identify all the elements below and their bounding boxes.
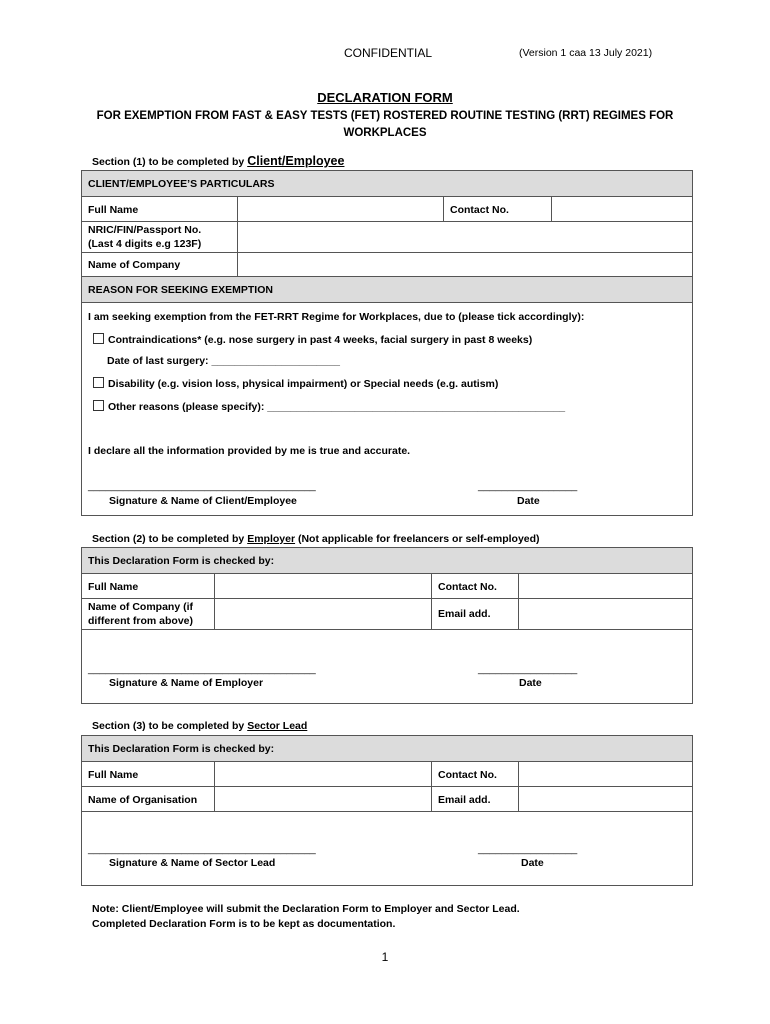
company-input[interactable] (238, 253, 692, 276)
lead-org-row (82, 787, 692, 812)
employer-full-name-label-cell (82, 574, 215, 598)
reason-header-row (82, 277, 692, 303)
employer-signature-label: Signature & Name of Employer (109, 677, 264, 689)
lead-org-label: Name of Organisation (88, 794, 198, 806)
employer-checked-row (82, 548, 692, 574)
lead-signature-line[interactable]: _______________________________________ (88, 843, 316, 855)
lead-signature-label: Signature & Name of Sector Lead (109, 857, 276, 869)
section2-label-prefix: Section (2) to be completed by (92, 533, 248, 545)
form-title: DECLARATION FORM (317, 90, 453, 105)
section2-label (92, 533, 540, 545)
lead-date-line[interactable]: _________________ (478, 843, 578, 855)
lead-email-label-cell (432, 787, 519, 811)
lead-date-label: Date (521, 857, 544, 869)
nric-row (82, 222, 692, 253)
reason-intro: I am seeking exemption from the FET-RRT Regime for Workplaces, due to (please tick accordingly): (88, 311, 585, 323)
disability-label: Disability (e.g. vision loss, physical impairment) or Special needs (e.g. autism) (108, 378, 499, 390)
form-subtitle: FOR EXEMPTION FROM FAST & EASY TESTS (FET) ROSTERED ROUTINE TESTING (RRT) REGIMES FOR WORKPLACES (96, 110, 674, 139)
section3-box (81, 735, 693, 886)
lead-full-name-input[interactable] (215, 762, 432, 786)
lead-checked-row (82, 736, 692, 762)
lead-email-label: Email add. (438, 794, 491, 806)
employer-email-label: Email add. (438, 608, 491, 620)
employer-full-name-label: Full Name (88, 581, 139, 593)
employer-contact-label: Contact No. (438, 581, 497, 593)
client-signature-label: Signature & Name of Client/Employee (109, 495, 297, 507)
nric-label-line2: (Last 4 digits e.g 123F) (88, 238, 202, 250)
employer-company-label-cell (82, 599, 215, 629)
lead-checked-by: This Declaration Form is checked by: (88, 743, 275, 755)
full-name-input[interactable] (238, 197, 444, 221)
other-reasons-label: Other reasons (please specify): ___________________________________________________ (108, 401, 566, 413)
particulars-header: CLIENT/EMPLOYEE’S PARTICULARS (88, 178, 275, 190)
employer-email-input[interactable] (519, 599, 692, 629)
note-line1: Note: Client/Employee will submit the Declaration Form to Employer and Sector Lead. (92, 903, 520, 915)
company-row (82, 253, 692, 277)
client-date-line[interactable]: _________________ (478, 480, 578, 492)
confidential-label: CONFIDENTIAL (344, 46, 433, 60)
full-name-label: Full Name (88, 204, 139, 216)
section2-role: Employer (247, 533, 296, 545)
lead-contact-label-cell (432, 762, 519, 786)
employer-name-row (82, 574, 692, 599)
employer-checked-by: This Declaration Form is checked by: (88, 555, 275, 567)
section3-label (92, 720, 307, 732)
lead-contact-input[interactable] (519, 762, 692, 786)
section1-label-prefix: Section (1) to be completed by (92, 156, 248, 168)
contact-label-cell (444, 197, 552, 221)
date-last-surgery: Date of last surgery: ______________________ (107, 355, 340, 367)
lead-org-input[interactable] (215, 787, 432, 811)
nric-label-cell (82, 222, 238, 252)
client-date-label: Date (517, 495, 540, 507)
note-line2: Completed Declaration Form is to be kept as documentation. (92, 918, 396, 930)
lead-name-row (82, 762, 692, 787)
particulars-header-row (82, 171, 692, 197)
employer-company-input[interactable] (215, 599, 432, 629)
section3-label-prefix: Section (3) to be completed by (92, 720, 248, 732)
company-label-cell (82, 253, 238, 276)
lead-org-label-cell (82, 787, 215, 811)
employer-company-label-line1: Name of Company (if (88, 601, 194, 613)
employer-date-line[interactable]: _________________ (478, 663, 578, 675)
contraindications-checkbox[interactable] (93, 333, 104, 344)
company-label: Name of Company (88, 259, 181, 271)
employer-date-label: Date (519, 677, 542, 689)
contact-input[interactable] (552, 197, 692, 221)
employer-company-row (82, 599, 692, 630)
lead-full-name-label: Full Name (88, 769, 139, 781)
full-name-label-cell (82, 197, 238, 221)
option-disability (93, 377, 498, 390)
page-number: 1 (381, 950, 389, 964)
reason-header: REASON FOR SEEKING EXEMPTION (88, 284, 273, 296)
employer-signature-line[interactable]: _______________________________________ (88, 663, 316, 675)
declaration-text: I declare all the information provided by me is true and accurate. (88, 445, 411, 457)
lead-full-name-label-cell (82, 762, 215, 786)
disability-checkbox[interactable] (93, 377, 104, 388)
section1-label (92, 154, 344, 168)
client-signature-line[interactable]: _______________________________________ (88, 480, 316, 492)
section1-role: Client/Employee (247, 154, 345, 168)
section2-box (81, 547, 693, 704)
lead-email-input[interactable] (519, 787, 692, 811)
employer-contact-label-cell (432, 574, 519, 598)
employer-full-name-input[interactable] (215, 574, 432, 598)
lead-contact-label: Contact No. (438, 769, 497, 781)
option-contraindications (93, 333, 532, 346)
section2-label-suffix: (Not applicable for freelancers or self-employed) (295, 533, 540, 545)
version-label: (Version 1 caa 13 July 2021) (519, 47, 653, 59)
nric-label-line1: NRIC/FIN/Passport No. (88, 224, 202, 236)
employer-company-label-line2: different from above) (88, 615, 194, 627)
employer-contact-input[interactable] (519, 574, 692, 598)
nric-input[interactable] (238, 222, 692, 252)
section1-box (81, 170, 693, 516)
contraindications-label: Contraindications* (e.g. nose surgery in past 4 weeks, facial surgery in past 8 weeks) (108, 334, 533, 346)
section3-role: Sector Lead (247, 720, 308, 732)
option-other (93, 400, 565, 413)
other-reasons-checkbox[interactable] (93, 400, 104, 411)
employer-email-label-cell (432, 599, 519, 629)
full-name-row (82, 197, 692, 222)
contact-label: Contact No. (450, 204, 509, 216)
